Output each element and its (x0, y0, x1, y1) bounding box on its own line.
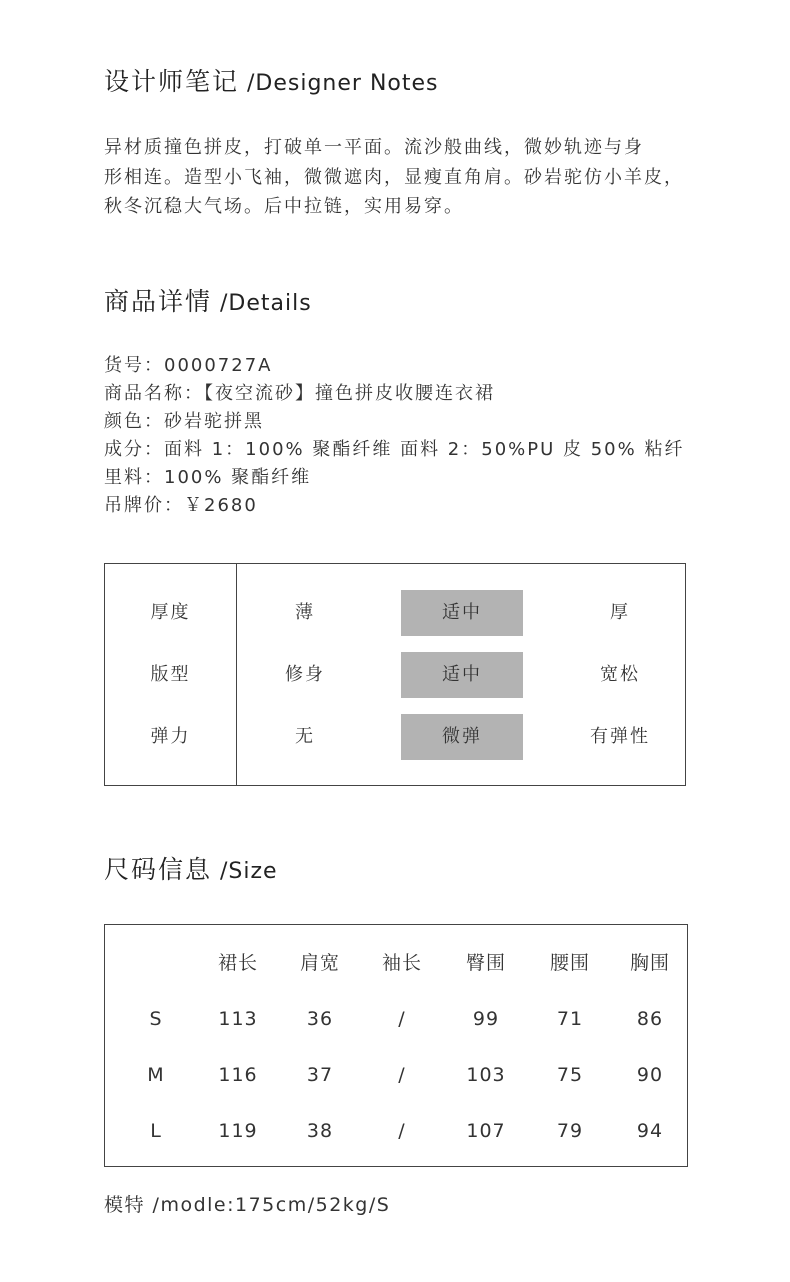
size-title-en: /Size (212, 859, 278, 884)
model-note: 模特 /modle:175cm/52kg/S (104, 1194, 391, 1216)
details-composition: 成分：面料 1：100% 聚酯纤维 面料 2：50%PU 皮 50% 粘纤 (104, 439, 685, 460)
size-table-cell: 119 (218, 1120, 258, 1142)
fabric-attributes-table (104, 563, 686, 786)
fabric-row-fit (105, 652, 685, 698)
fabric-option: 宽松 (600, 664, 640, 685)
fabric-option: 厚 (610, 602, 630, 623)
designer-notes-title-cn: 设计师笔记 (104, 67, 240, 96)
fabric-row-label: 版型 (150, 664, 191, 685)
details-price: 吊牌价：￥2680 (104, 495, 258, 516)
designer-notes-title-en: /Designer Notes (239, 71, 439, 96)
designer-notes-text (104, 133, 724, 222)
size-table-row (105, 1004, 687, 1034)
fabric-row-label: 弹力 (150, 726, 191, 747)
size-table-header-row (105, 948, 687, 978)
size-table-cell: / (398, 1064, 406, 1086)
fabric-option: 有弹性 (590, 726, 650, 747)
size-table-cell: 38 (306, 1120, 334, 1142)
designer-notes-line: 异材质撞色拼皮，打破单一平面。流沙般曲线，微妙轨迹与身 (104, 137, 644, 158)
details-color: 颜色：砂岩驼拼黑 (104, 411, 264, 432)
details-title-en: /Details (212, 291, 312, 316)
size-table-cell: L (150, 1120, 162, 1142)
details-list (104, 352, 724, 520)
designer-notes-heading (104, 62, 439, 98)
size-table-cell: M (147, 1064, 165, 1086)
size-table-cell: 86 (636, 1008, 664, 1030)
size-table-cell: 79 (556, 1120, 584, 1142)
size-table-row (105, 1060, 687, 1090)
size-table (104, 924, 688, 1167)
fabric-row-elasticity (105, 714, 685, 760)
details-lining: 里料：100% 聚酯纤维 (104, 467, 312, 488)
details-sku: 货号：0000727A (104, 355, 273, 376)
size-table-cell: / (398, 1120, 406, 1142)
size-table-cell: 75 (556, 1064, 584, 1086)
designer-notes-line: 形相连。造型小飞袖，微微遮肉，显瘦直角肩。砂岩驼仿小羊皮， (104, 166, 684, 188)
details-title-cn: 商品详情 (104, 287, 213, 316)
size-table-cell: 37 (306, 1064, 334, 1086)
size-table-header-cell: 腰围 (549, 952, 590, 974)
details-product-name: 商品名称：【夜空流砂】撞色拼皮收腰连衣裙 (104, 383, 495, 404)
size-table-header-cell: 臀围 (465, 952, 506, 974)
fabric-row-label: 厚度 (150, 602, 191, 623)
size-table-cell: 90 (636, 1064, 664, 1086)
size-table-cell: / (398, 1008, 406, 1030)
size-table-header-cell: 裙长 (217, 952, 258, 974)
size-table-cell: S (149, 1008, 163, 1030)
size-table-header-cell: 胸围 (629, 952, 670, 974)
fabric-option: 适中 (401, 652, 523, 698)
size-table-row (105, 1116, 687, 1146)
details-heading (104, 282, 312, 318)
size-table-cell: 116 (218, 1064, 258, 1086)
fabric-row-thickness (105, 590, 685, 636)
fabric-option: 无 (295, 726, 315, 747)
fabric-option: 适中 (401, 590, 523, 636)
size-table-header-cell: 肩宽 (299, 952, 340, 974)
size-heading (104, 850, 278, 886)
size-table-cell: 103 (466, 1064, 506, 1086)
size-table-cell: 107 (466, 1120, 506, 1142)
size-table-cell: 113 (218, 1008, 258, 1030)
designer-notes-line: 秋冬沉稳大气场。后中拉链，实用易穿。 (104, 196, 464, 217)
size-table-cell: 71 (556, 1008, 584, 1030)
size-title-cn: 尺码信息 (104, 855, 213, 884)
size-table-cell: 94 (636, 1120, 664, 1142)
size-table-header-cell: 袖长 (381, 952, 422, 974)
fabric-option: 微弹 (401, 714, 523, 760)
fabric-option: 修身 (285, 664, 325, 685)
size-table-cell: 36 (306, 1008, 334, 1030)
fabric-option: 薄 (295, 602, 315, 623)
size-table-cell: 99 (472, 1008, 500, 1030)
